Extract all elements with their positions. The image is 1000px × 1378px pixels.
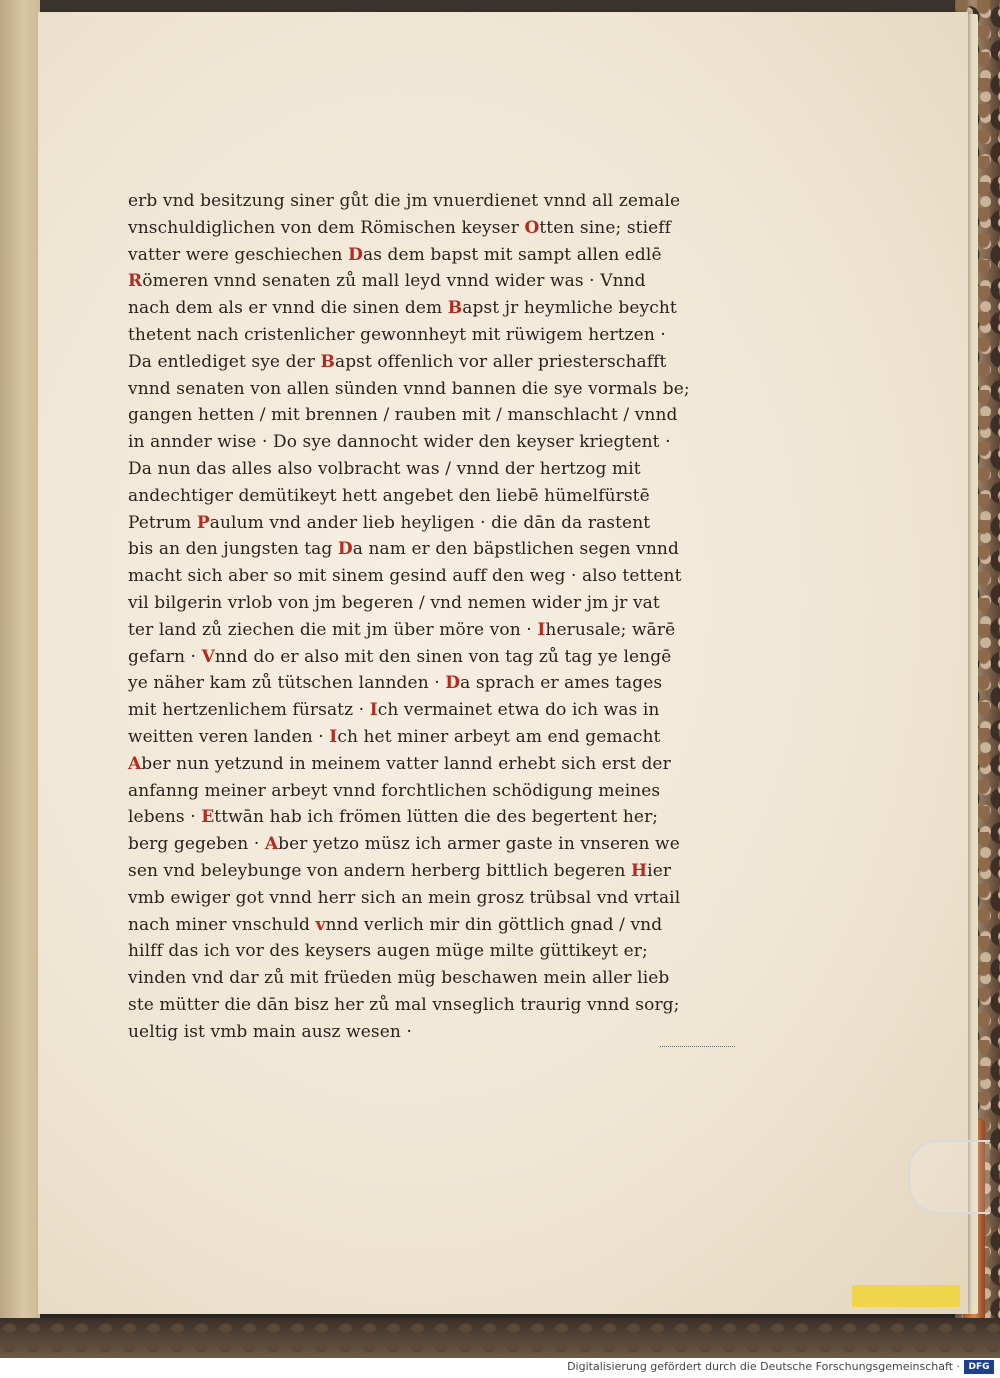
text-line: mit hertzenlichem fürsatz · Ich vermainet etwa do ich was in [128, 700, 660, 721]
text-line: Römeren vnnd senaten zů mall leyd vnnd wider was · Vnnd [128, 271, 646, 292]
text-line: Aber nun yetzund in meinem vatter lannd erhebt sich erst der [128, 753, 671, 774]
rubricated-initial: O [524, 217, 540, 238]
text-line: gefarn · Vnnd do er also mit den sinen von tag zů tag ye lengē [128, 646, 672, 667]
rubricated-initial: H [631, 860, 648, 881]
line-end-mark [660, 1046, 735, 1047]
text-line: Da entlediget sye der Bapst offenlich vor aller priesterschafft [128, 351, 667, 372]
rubricated-initial: P [196, 512, 210, 533]
text-line: bis an den jungsten tag Da nam er den bäpstlichen segen vnnd [128, 539, 679, 560]
text-line: ter land zů ziechen die mit jm über möre von · Iherusale; wārē [128, 619, 676, 640]
text-line: vnschuldiglichen von dem Römischen keyser Otten sine; stieff [128, 217, 672, 238]
text-line: vatter were geschiechen Das dem bapst mit sampt allen edlē [128, 244, 662, 265]
dfg-logo: DFG [964, 1360, 994, 1374]
rubricated-initial: D [348, 244, 363, 265]
rubricated-initial: R [128, 271, 143, 292]
color-reference-strip [852, 1285, 960, 1307]
text-line: gangen hetten / mit brennen / rauben mit / manschlacht / vnnd [128, 405, 678, 426]
text-line: Petrum Paulum vnd ander lieb heyligen · die dān da rastent [128, 512, 651, 533]
page-clip [908, 1140, 990, 1214]
funding-credit: Digitalisierung gefördert durch die Deutsche Forschungsgemeinschaft · [567, 1360, 960, 1373]
text-line: vmb ewiger got vnnd herr sich an mein grosz trübsal vnd vrtail [128, 887, 681, 908]
rubricated-initial: I [329, 726, 338, 747]
text-line: ye näher kam zů tütschen lannden · Da sprach er ames tages [128, 673, 663, 694]
rubricated-initial: D [445, 673, 461, 694]
page-text-block [128, 188, 768, 1046]
text-line: nach miner vnschuld vnnd verlich mir din göttlich gnad / vnd [128, 914, 663, 935]
text-line: in annder wise · Do sye dannocht wider den keyser kriegtent · [128, 432, 671, 453]
rubricated-initial: I [537, 619, 546, 640]
rubricated-initial: A [128, 753, 142, 774]
text-line: andechtiger demütikeyt hett angebet den liebē hümelfürstē [128, 485, 650, 506]
text-line: sen vnd beleybunge von andern herberg bittlich begeren Hier [128, 860, 672, 881]
book-cover-bottom [0, 1318, 1000, 1358]
facing-page-edge [0, 0, 40, 1358]
text-line: thetent nach cristenlicher gewonnheyt mit rüwigem hertzen · [128, 324, 666, 345]
text-line: anfanng meiner arbeyt vnnd forchtlichen schödigung meines [128, 780, 661, 801]
text-line: erb vnd besitzung siner gůt die jm vnuerdienet vnnd all zemale [128, 191, 681, 211]
rubricated-initial: V [201, 646, 215, 667]
text-line: macht sich aber so mit sinem gesind auff den weg · also tettent [128, 566, 682, 587]
rubricated-initial: v [315, 914, 326, 935]
text-line: berg gegeben · Aber yetzo müsz ich armer gaste in vnseren we [128, 834, 680, 855]
text-line: vnnd senaten von allen sünden vnnd bannen die sye vormals be; [128, 378, 690, 399]
rubricated-initial: B [320, 351, 335, 372]
text-line: Da nun das alles also volbracht was / vnnd der hertzog mit [128, 458, 641, 479]
text-line: vinden vnd dar zů mit früeden müg beschawen mein aller lieb [128, 968, 670, 989]
text-line: vil bilgerin vrlob von jm begeren / vnd nemen wider jm jr vat [128, 592, 660, 613]
rubricated-initial: B [447, 298, 463, 319]
text-line: ueltig ist vmb main ausz wesen · [128, 1021, 412, 1042]
text-line: hilff das ich vor des keysers augen müge milte güttikeyt er; [128, 941, 648, 962]
text-line: lebens · Ettwān hab ich frömen lütten die des begertent her; [128, 807, 659, 828]
rubricated-initial: E [201, 807, 215, 828]
rubricated-initial: I [369, 700, 378, 721]
text-line: weitten veren landen · Ich het miner arbeyt am end gemacht [128, 726, 661, 747]
rubricated-initial: A [264, 834, 279, 855]
text-line: nach dem als er vnnd die sinen dem Bapst jr heymliche beycht [128, 298, 677, 319]
rubricated-initial: D [337, 539, 353, 560]
text-line: ste mütter die dān bisz her zů mal vnseglich traurig vnnd sorg; [128, 994, 680, 1015]
